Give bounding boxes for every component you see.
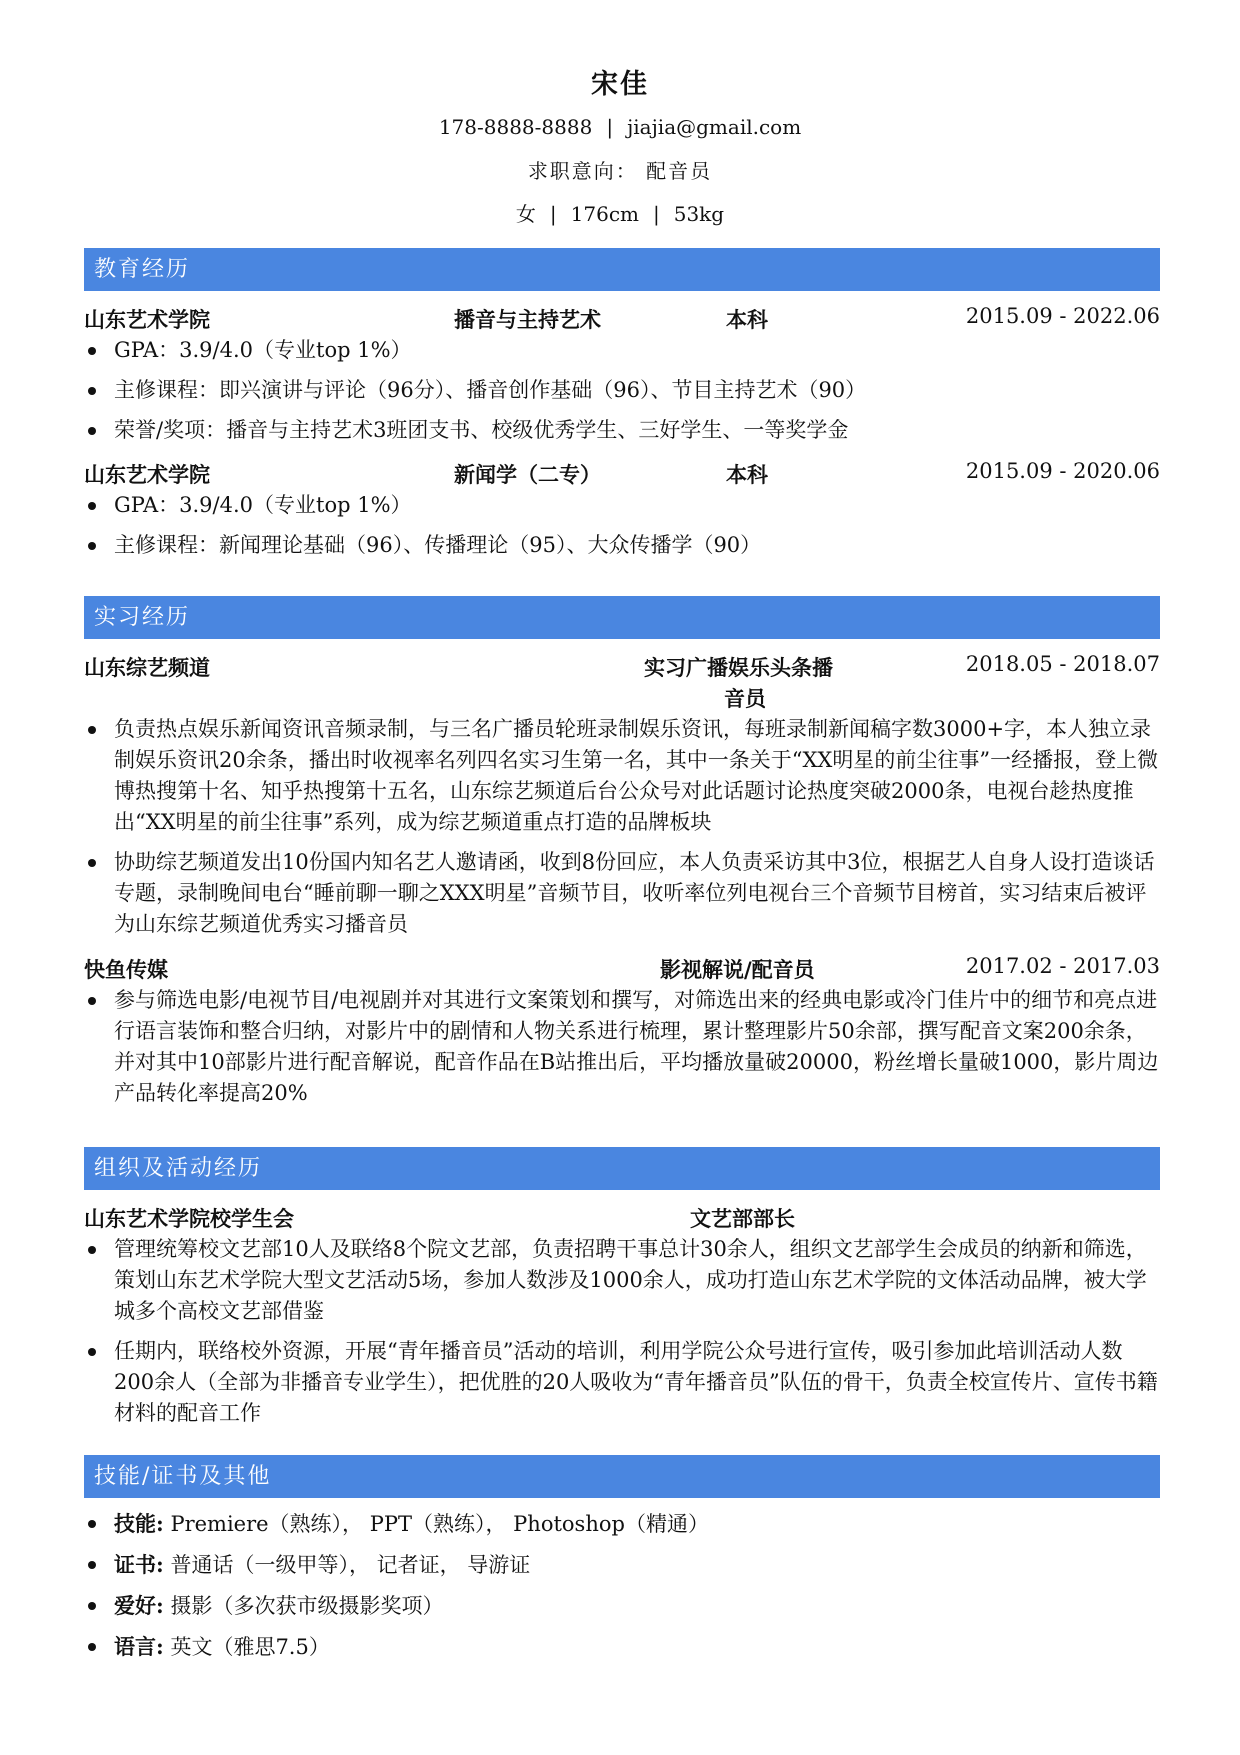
list-item bbox=[84, 1590, 1160, 1622]
section-title-skills: 技能/证书及其他 bbox=[84, 1455, 1160, 1498]
job-objective: 求职意向： 配音员 bbox=[527, 159, 713, 183]
section-title-internship: 实习经历 bbox=[84, 596, 1160, 639]
major-name: 新闻学（二专） bbox=[454, 462, 601, 487]
personal-info-line bbox=[0, 198, 1240, 227]
hobby-value: 摄影（多次获市级摄影奖项） bbox=[163, 1594, 444, 1618]
date-range: 2015.09 - 2020.06 bbox=[965, 459, 1160, 483]
section-title-activities: 组织及活动经历 bbox=[84, 1147, 1160, 1190]
list-item: 荣誉/奖项：播音与主持艺术3班团支书、校级优秀学生、三好学生、一等奖学金 bbox=[84, 415, 1160, 446]
internship-bullets bbox=[84, 985, 1160, 1109]
weight: 53kg bbox=[673, 202, 725, 226]
gender: 女 bbox=[515, 202, 536, 226]
internship-section bbox=[84, 596, 1160, 1109]
job-role-continued: 音员 bbox=[724, 686, 766, 711]
separator: | bbox=[606, 115, 614, 139]
skill-value: Premiere（熟练）， PPT（熟练）， Photoshop（精通） bbox=[163, 1512, 709, 1536]
company-name: 山东综艺频道 bbox=[84, 655, 210, 680]
language-value: 英文（雅思7.5） bbox=[163, 1635, 330, 1659]
certificate-label: 证书: bbox=[114, 1552, 164, 1577]
list-item: GPA：3.9/4.0（专业top 1%） bbox=[84, 335, 1160, 366]
activities-section bbox=[84, 1147, 1160, 1429]
activity-role: 文艺部部长 bbox=[690, 1206, 795, 1231]
certificate-value: 普通话（一级甲等）， 记者证， 导游证 bbox=[163, 1553, 531, 1577]
list-item: 任期内，联络校外资源，开展“青年播音员”活动的培训，利用学院公众号进行宣传，吸引参加此培训活动人数200余人（全部为非播音专业学生），把优胜的20人吸收为“青年播音员”队伍的骨干，负责全校宣传片、宣传书籍材料的配音工作 bbox=[84, 1336, 1160, 1429]
skills-section bbox=[84, 1455, 1160, 1663]
education-section bbox=[84, 248, 1160, 561]
height: 176cm bbox=[570, 202, 639, 226]
separator: | bbox=[549, 202, 557, 226]
resume-header bbox=[0, 0, 1240, 227]
list-item: GPA：3.9/4.0（专业top 1%） bbox=[84, 490, 1160, 521]
job-role: 实习广播娱乐头条播 bbox=[644, 655, 833, 680]
email-address: jiajia@gmail.com bbox=[627, 115, 802, 139]
contact-line bbox=[0, 115, 1240, 139]
internship-bullets bbox=[84, 714, 1160, 940]
list-item: 主修课程：新闻理论基础（96）、传播理论（95）、大众传播学（90） bbox=[84, 530, 1160, 561]
list-item: 参与筛选电影/电视节目/电视剧并对其进行文案策划和撰写，对筛选出来的经典电影或冷门佳片中的细节和亮点进行语言装饰和整合归纳，对影片中的剧情和人物关系进行梳理，累计整理影片50余部，撰写配音文案200余条，并对其中10部影片进行配音解说，配音作品在B站推出后，平均播放量破20000，粉丝增长量破1000，影片周边产品转化率提高20% bbox=[84, 985, 1160, 1109]
education-entry-header bbox=[84, 459, 1160, 490]
candidate-name: 宋佳 bbox=[591, 69, 649, 100]
date-range: 2017.02 - 2017.03 bbox=[965, 954, 1160, 978]
date-range: 2018.05 - 2018.07 bbox=[965, 652, 1160, 676]
organization-name: 山东艺术学院校学生会 bbox=[84, 1206, 294, 1231]
separator: | bbox=[652, 202, 660, 226]
degree: 本科 bbox=[726, 462, 768, 487]
list-item: 负责热点娱乐新闻资讯音频录制，与三名广播员轮班录制娱乐资讯，每班录制新闻稿字数3000+字，本人独立录制娱乐资讯20余条，播出时收视率名列四名实习生第一名，其中一条关于“XX明星的前尘往事”一经播报，登上微博热搜第十名、知乎热搜第十五名，山东综艺频道后台公众号对此话题讨论热度突破2000条，电视台趁热度推出“XX明星的前尘往事”系列，成为综艺频道重点打造的品牌板块 bbox=[84, 714, 1160, 838]
activity-entry-header bbox=[84, 1203, 1160, 1234]
list-item: 协助综艺频道发出10份国内知名艺人邀请函，收到8份回应，本人负责采访其中3位，根据艺人自身人设打造谈话专题，录制晚间电台“睡前聊一聊之XXX明星”音频节目，收听率位列电视台三个音频节目榜首，实习结束后被评为山东综艺频道优秀实习播音员 bbox=[84, 847, 1160, 940]
date-range: 2015.09 - 2022.06 bbox=[965, 304, 1160, 328]
education-entry-header bbox=[84, 304, 1160, 335]
activity-bullets bbox=[84, 1234, 1160, 1429]
language-label: 语言: bbox=[114, 1634, 164, 1659]
hobby-label: 爱好: bbox=[114, 1593, 164, 1618]
section-title-education: 教育经历 bbox=[84, 248, 1160, 291]
list-item bbox=[84, 1549, 1160, 1581]
education-bullets bbox=[84, 335, 1160, 446]
degree: 本科 bbox=[726, 307, 768, 332]
education-bullets bbox=[84, 490, 1160, 561]
list-item bbox=[84, 1631, 1160, 1663]
list-item bbox=[84, 1508, 1160, 1540]
internship-entry-header bbox=[84, 954, 1160, 985]
internship-entry-header bbox=[84, 652, 1160, 714]
major-name: 播音与主持艺术 bbox=[454, 307, 601, 332]
list-item: 管理统筹校文艺部10人及联络8个院文艺部，负责招聘干事总计30余人，组织文艺部学生会成员的纳新和筛选，策划山东艺术学院大型文艺活动5场，参加人数涉及1000余人，成功打造山东艺术学院的文体活动品牌，被大学城多个高校文艺部借鉴 bbox=[84, 1234, 1160, 1327]
company-name: 快鱼传媒 bbox=[84, 957, 168, 982]
school-name: 山东艺术学院 bbox=[84, 307, 210, 332]
phone-number: 178-8888-8888 bbox=[438, 115, 593, 139]
school-name: 山东艺术学院 bbox=[84, 462, 210, 487]
skills-bullets bbox=[84, 1508, 1160, 1663]
job-role: 影视解说/配音员 bbox=[660, 957, 815, 982]
list-item: 主修课程：即兴演讲与评论（96分）、播音创作基础（96）、节目主持艺术（90） bbox=[84, 375, 1160, 406]
skill-label: 技能: bbox=[114, 1511, 164, 1536]
